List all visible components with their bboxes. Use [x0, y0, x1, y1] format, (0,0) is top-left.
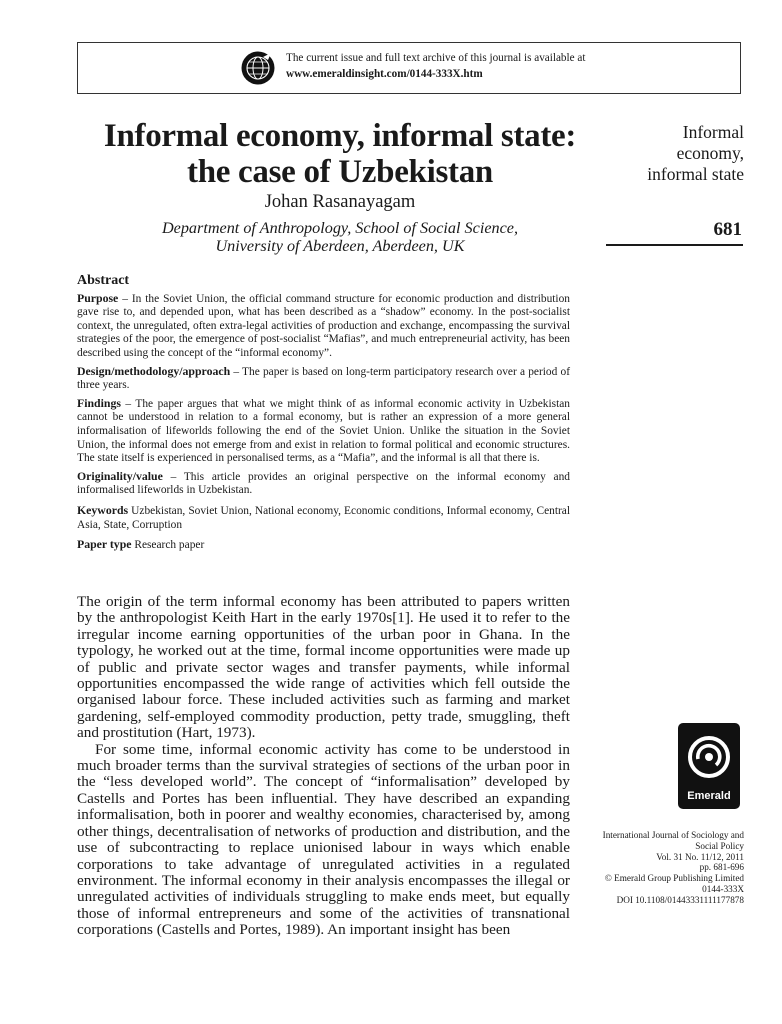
citation-line-1: International Journal of Sociology and [602, 830, 744, 840]
citation-line-6: 0144-333X [702, 883, 744, 894]
abstract-findings [77, 397, 570, 466]
globe-icon [241, 51, 275, 85]
abstract-design [77, 365, 570, 393]
running-head-line-2: economy, [676, 143, 744, 163]
author-name: Johan Rasanayagam [264, 192, 416, 212]
citation-line-3: Vol. 31 No. 11/12, 2011 [656, 851, 744, 862]
citation-line-2: Social Policy [695, 840, 744, 851]
abstract-originality [77, 470, 570, 498]
paper-type-text: Research paper [131, 539, 205, 552]
author-affiliation [60, 219, 620, 255]
originality-text: – This article provides an original perspective on the informal economy and informalised lifeworlds in Uzbekistan. [77, 470, 570, 497]
emerald-logo [678, 723, 740, 809]
citation-line-7: DOI 10.1108/01443331111177878 [616, 894, 744, 905]
paper-type-label: Paper type [77, 537, 132, 552]
abstract-keywords [77, 504, 570, 532]
keywords-label: Keywords [77, 502, 129, 517]
design-text: – The paper is based on long-term participatory research over a period of three years. [77, 365, 570, 392]
title-line-1: Informal economy, informal state: [103, 118, 577, 154]
citation-line-4: pp. 681-696 [699, 862, 744, 873]
citation-line-5: © Emerald Group Publishing Limited [604, 873, 744, 884]
purpose-label: Purpose [77, 290, 119, 305]
body-paragraph-2: For some time, informal economic activity has come to be understood in much broader terms than the survival strategies of sections of the urban poor in the “less developed world”. The concept of “informalisation” developed by Castells and Portes has been influential. They have described an expanding informalisation, both in poorer and wealthy economies, characterised by, among other things, decentralisation of networks of production and distribution, and the use of subcontracting to replace unionised labour in ways which enable corporations to take advantage of unregulated activities in a regulated environment. The informal economy in their analysis encompasses the illegal or unregulated activities of individuals struggling to make ends meet, but equally those of informal entrepreneurs and some of the activities of transnational corporations (Castells and Portes, 1989). An important insight has been [77, 740, 570, 939]
affiliation-line-2: University of Aberdeen, Aberdeen, UK [215, 237, 465, 255]
banner-url[interactable]: www.emeraldinsight.com/0144-333X.htm [286, 68, 483, 80]
journal-citation [574, 830, 744, 906]
body-paragraph-1: The origin of the term informal economy has been attributed to papers written by the anthropologist Keith Hart in the early 1970s[1]. He used it to refer to the irregular income earning opportunities of the urban poor in Ghana. In the typology, he worked out at the time, formal income opportunities were made up of public and private sector wages and transfer payments, while informal opportunities encompassed the wide range of activities which fell outside the organised labour force. These included activities such as farming and market gardening, self-employed commodity production, petty trade, smuggling, theft and prostitution (Hart, 1973). [77, 593, 570, 742]
keywords-text: Uzbekistan, Soviet Union, National economy, Economic conditions, Informal economy, Central Asia, State, Corruption [77, 504, 570, 531]
running-head-line-3: informal state [647, 164, 744, 184]
logo-wordmark: Emerald [687, 790, 731, 802]
body-text [77, 594, 570, 939]
title-line-2: the case of Uzbekistan [187, 154, 493, 190]
purpose-text: – In the Soviet Union, the official command structure for economic production and distribution gave rise to, and depended upon, what has been described as a “shadow” economy. In the post-socialist context, the unregulated, often extra-legal activities of production and exchange, encompassing the survival strategies of the poor, the emergence of post-socialist “Mafias”, and much entrepreneurial activity, has been described using the concept of the “informal economy”. [77, 292, 570, 359]
running-head-line-1: Informal [682, 122, 744, 142]
page-number: 681 [713, 219, 742, 240]
banner-text [286, 50, 585, 82]
originality-label: Originality/value [77, 468, 163, 483]
design-label: Design/methodology/approach [77, 363, 231, 378]
abstract-paper-type [77, 538, 570, 553]
abstract-section [77, 274, 570, 557]
article-title [60, 118, 620, 190]
abstract-purpose [77, 292, 570, 361]
margin-rule [606, 244, 743, 246]
abstract-heading: Abstract [77, 273, 130, 288]
archive-banner [77, 42, 741, 94]
running-head [544, 122, 744, 185]
banner-line: The current issue and full text archive of this journal is available at [286, 52, 586, 64]
findings-label: Findings [77, 395, 121, 410]
affiliation-line-1: Department of Anthropology, School of Social Science, [161, 219, 519, 237]
findings-text: – The paper argues that what we might think of as informal economic activity in Uzbekistan cannot be understood in relation to a formal economy, but is rather an expression of a more general informalisation of lifeworlds following the end of the Soviet Union. Unlike the situation in the Soviet Union, the informal does not emerge from and exist in relation to formal political and economic structures. The state itself is experienced in personalised terms, as a “Mafia”, and the informal is all that there is. [77, 397, 570, 465]
